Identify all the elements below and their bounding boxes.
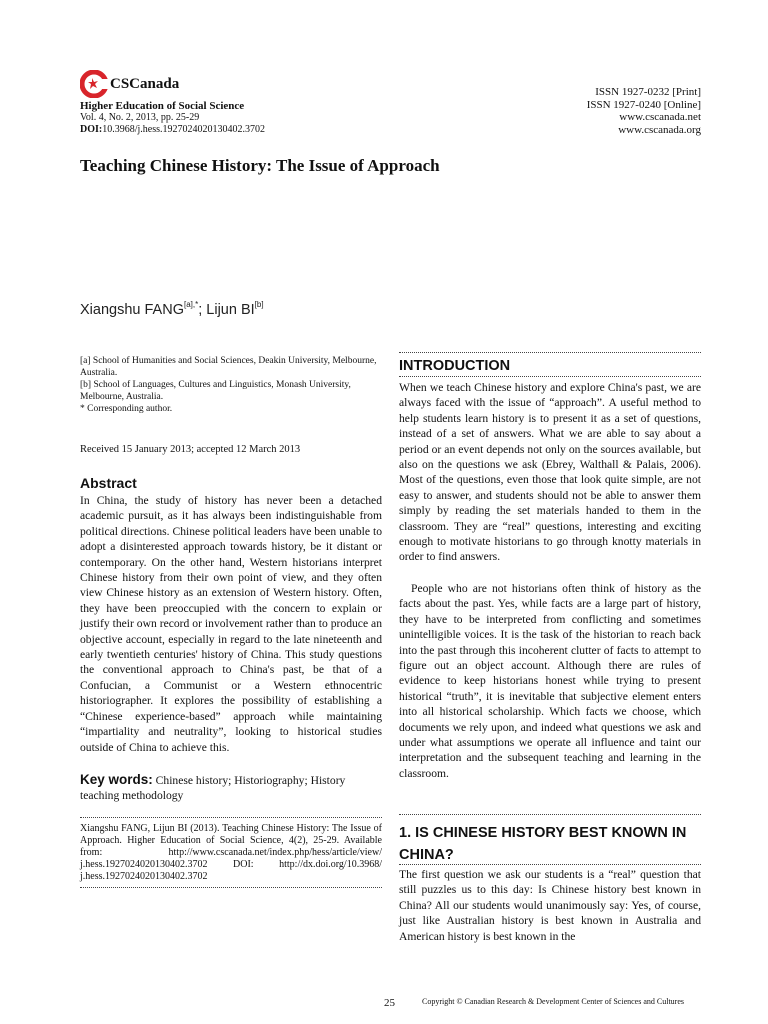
- volume-info: Vol. 4, No. 2, 2013, pp. 25-29: [80, 112, 200, 123]
- publisher-logo: [80, 70, 340, 100]
- section1-bottom-divider: [399, 864, 701, 865]
- citation-block: Xiangshu FANG, Lijun BI (2013). Teaching Chinese History: The Issue of Approach. Higher Education of Social Science, 4(2), 25-29. Available from: http://www.cscanada.net/index.php/hess/article/view/ j.hess.1927024020130402.3702 DOI: http://dx.doi.org/10.3968/ j.hess.1927024020130402.3702: [80, 823, 382, 882]
- affiliation-b: [b] School of Languages, Cultures and Linguistics, Monash University, Melbourne, Australia.: [80, 380, 351, 402]
- issn-block: [587, 86, 701, 136]
- author-1: Xiangshu FANG: [80, 302, 184, 318]
- author-separator: ;: [198, 302, 207, 318]
- author-1-affil: [a],*: [183, 300, 199, 309]
- doi-label: DOI:: [80, 123, 103, 135]
- author-line: [80, 300, 264, 318]
- publisher-name: CSCanada: [110, 76, 180, 92]
- copyright-notice: Copyright © Canadian Research & Development Center of Sciences and Cultures: [422, 997, 685, 1006]
- affiliation-a: [a] School of Humanities and Social Sciences, Deakin University, Melbourne, Australia.: [80, 356, 377, 378]
- journal-title: Higher Education of Social Science: [80, 100, 245, 112]
- introduction-heading: INTRODUCTION: [399, 358, 511, 374]
- keywords: [80, 772, 382, 804]
- keywords-label: Key words:: [80, 772, 153, 787]
- abstract-heading: Abstract: [80, 475, 137, 491]
- intro-bottom-divider: [399, 376, 701, 377]
- citation-top-divider: [80, 817, 382, 818]
- corresponding-note: * Corresponding author.: [80, 404, 173, 414]
- issn-online: ISSN 1927-0240 [Online]: [586, 98, 701, 111]
- issn-print: ISSN 1927-0232 [Print]: [595, 86, 701, 98]
- keywords-text: Chinese history; Historiography; History teaching methodology: [80, 774, 346, 803]
- intro-paragraph-1: When we teach Chinese history and explore China's past, we are always faced with the issue of “approach”. A useful method to help students learn history is to present it as a set of questions, instead of a set of answers. What we are able to say about a period or an event depends not only on the sources available, but also on the questions we ask (Ebrey, Walthall & Palais, 2006). Most of the questions, even those that look quite simple, are not easy to answer, and students should not be able to answer them simply by reading the set materials handed to them in the classroom. They are “real” questions, interesting and exciting enough to motivate historians to go through knotty materials in order to find answers.: [399, 381, 701, 564]
- url-org[interactable]: www.cscanada.org: [618, 123, 701, 136]
- received-dates: Received 15 January 2013; accepted 12 March 2013: [80, 444, 301, 455]
- section1-top-divider: [399, 814, 701, 815]
- cscanada-logo-icon: [80, 70, 108, 98]
- intro-top-divider: [399, 352, 701, 353]
- affiliations: [80, 355, 382, 415]
- article-title: Teaching Chinese History: The Issue of Approach: [80, 156, 440, 175]
- issue-meta: [80, 112, 265, 135]
- page-number: 25: [384, 997, 395, 1009]
- doi-value: 10.3968/j.hess.1927024020130402.3702: [102, 123, 266, 135]
- section1-paragraph-1: The first question we ask our students is a “real” question that still puzzles us to this day: Is Chinese history best known in China? All our students would unanimously say: Yes, of course, just like Australian history is best known in Australia and American history is best known in the: [399, 868, 701, 943]
- author-2-affil: [b]: [254, 300, 264, 309]
- doi-line: [80, 124, 265, 136]
- url-net[interactable]: www.cscanada.net: [619, 111, 701, 123]
- citation-bottom-divider: [80, 887, 382, 888]
- section1-heading: 1. IS CHINESE HISTORY BEST KNOWN IN CHINA?: [399, 825, 687, 863]
- author-2: Lijun BI: [206, 302, 255, 318]
- intro-paragraph-2: People who are not historians often think of history as the facts about the past. Yes, while facts are a large part of history, they have to be interpreted from conflicting and sometimes unintelligible voices. It is the task of the historian to reach back into the past through this incoherent clutter of facts to attempt to figure out an object account. Although there are rules of evidence to keep historians honest while trying to present historical “truth”, it is inevitable that subjective element enters into all historical scholarship. Which facts we choose, which documents we rely upon, and indeed what questions we ask and under what assumptions we operate all influence and taint our interpretation and the subsequent teaching and learning in the classroom.: [399, 582, 701, 780]
- abstract-text: In China, the study of history has never been a detached academic pursuit, as it has always been indistinguishable from political directions. Chinese political leaders have been unable to adopt a disinterested approach towards history, be it distant or contemporary. On the other hand, Western historians interpret Chinese history from their own point of view, and they often view Chinese history as an extension of Western history. Often, they have been preoccupied with the concern to explain or justify their own record or involvement rather than to produce an objective account, especially in regard to the late nineteenth and early twentieth centuries' history of China. This study questions the conventional approach to China's past, be that of a Confucian, a Communist or a Western ethnocentric historiographer. It explores the possibility of establishing a “Chinese experience-based” approach while maintaining “impartiality and neutrality”, looking to historical studies outside of China to achieve this.: [80, 494, 382, 754]
